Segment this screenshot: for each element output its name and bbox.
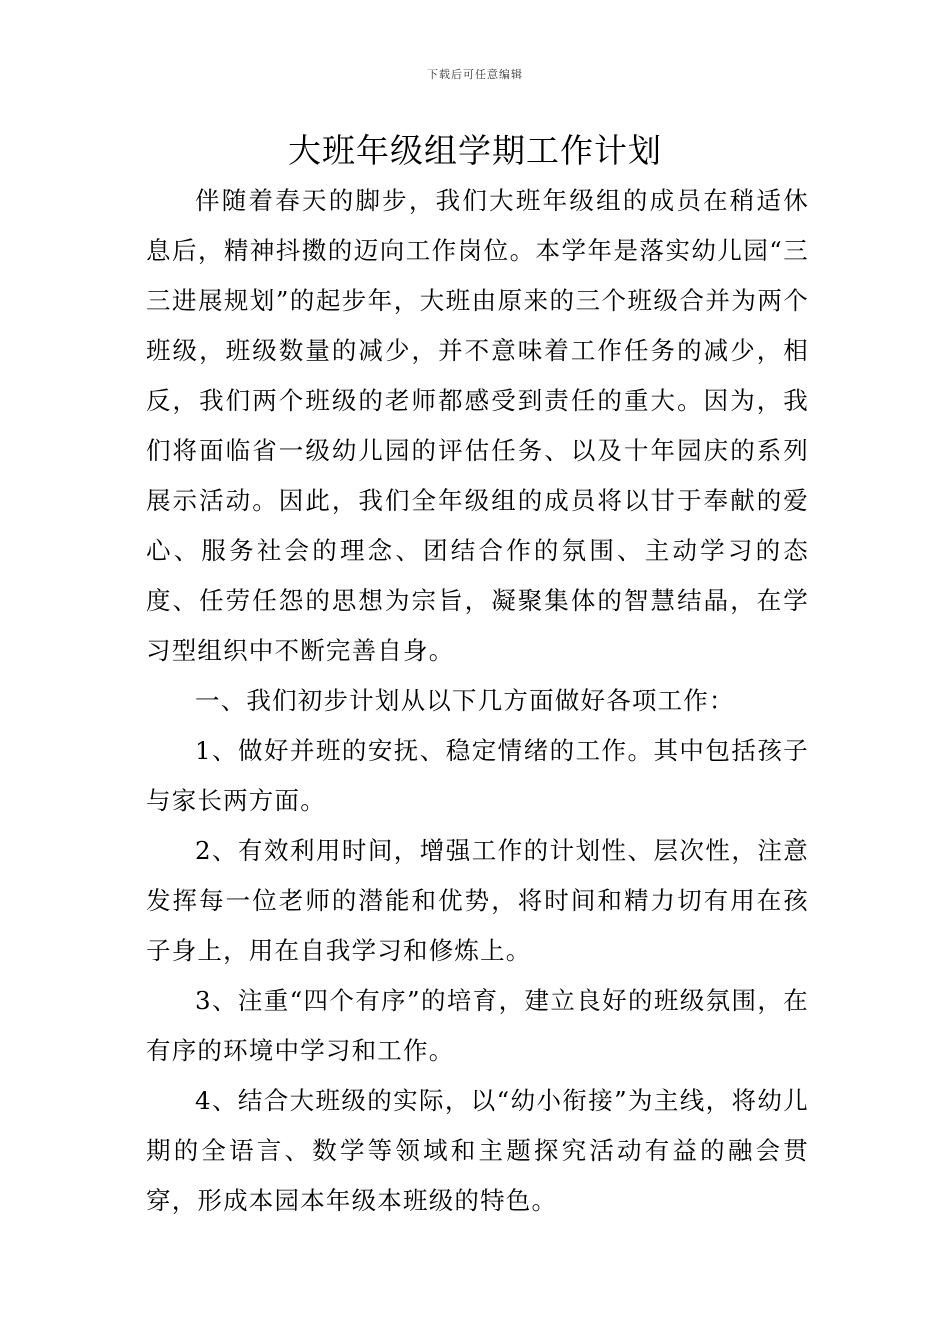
header-note: 下载后可任意编辑 [427,68,523,81]
paragraph-item-4: 4、结合大班级的实际，以“幼小衔接”为主线，将幼儿期的全语言、数学等领域和主题探究活动有益的融会贯穿，形成本园本年级本班级的特色。 [146,1086,809,1215]
paragraph-item-1: 1、做好并班的安抚、稳定情绪的工作。其中包括孩子与家长两方面。 [146,736,809,815]
paragraph-item-2: 2、有效利用时间，增强工作的计划性、层次性，注意发挥每一位老师的潜能和优势，将时间和精力切有用在孩子身上，用在自我学习和修炼上。 [146,836,809,965]
paragraph-intro: 伴随着春天的脚步，我们大班年级组的成员在稍适休息后，精神抖擞的迈向工作岗位。本学年是落实幼儿园“三三进展规划”的起步年，大班由原来的三个班级合并为两个班级，班级数量的减少，并不意味着工作任务的减少，相反，我们两个班级的老师都感受到责任的重大。因为，我们将面临省一级幼儿园的评估任务、以及十年园庆的系列展示活动。因此，我们全年级组的成员将以甘于奉献的爱心、服务社会的理念、团结合作的氛围、主动学习的态度、任劳任怨的思想为宗旨，凝聚集体的智慧结晶，在学习型组织中不断完善自身。 [146,186,809,665]
paragraph-item-3: 3、注重“四个有序”的培育，建立良好的班级氛围，在有序的环境中学习和工作。 [146,986,809,1065]
paragraph-section-heading: 一、我们初步计划从以下几方面做好各项工作： [195,686,735,715]
document-body [146,176,809,1226]
document-title: 大班年级组学期工作计划 [288,131,662,170]
